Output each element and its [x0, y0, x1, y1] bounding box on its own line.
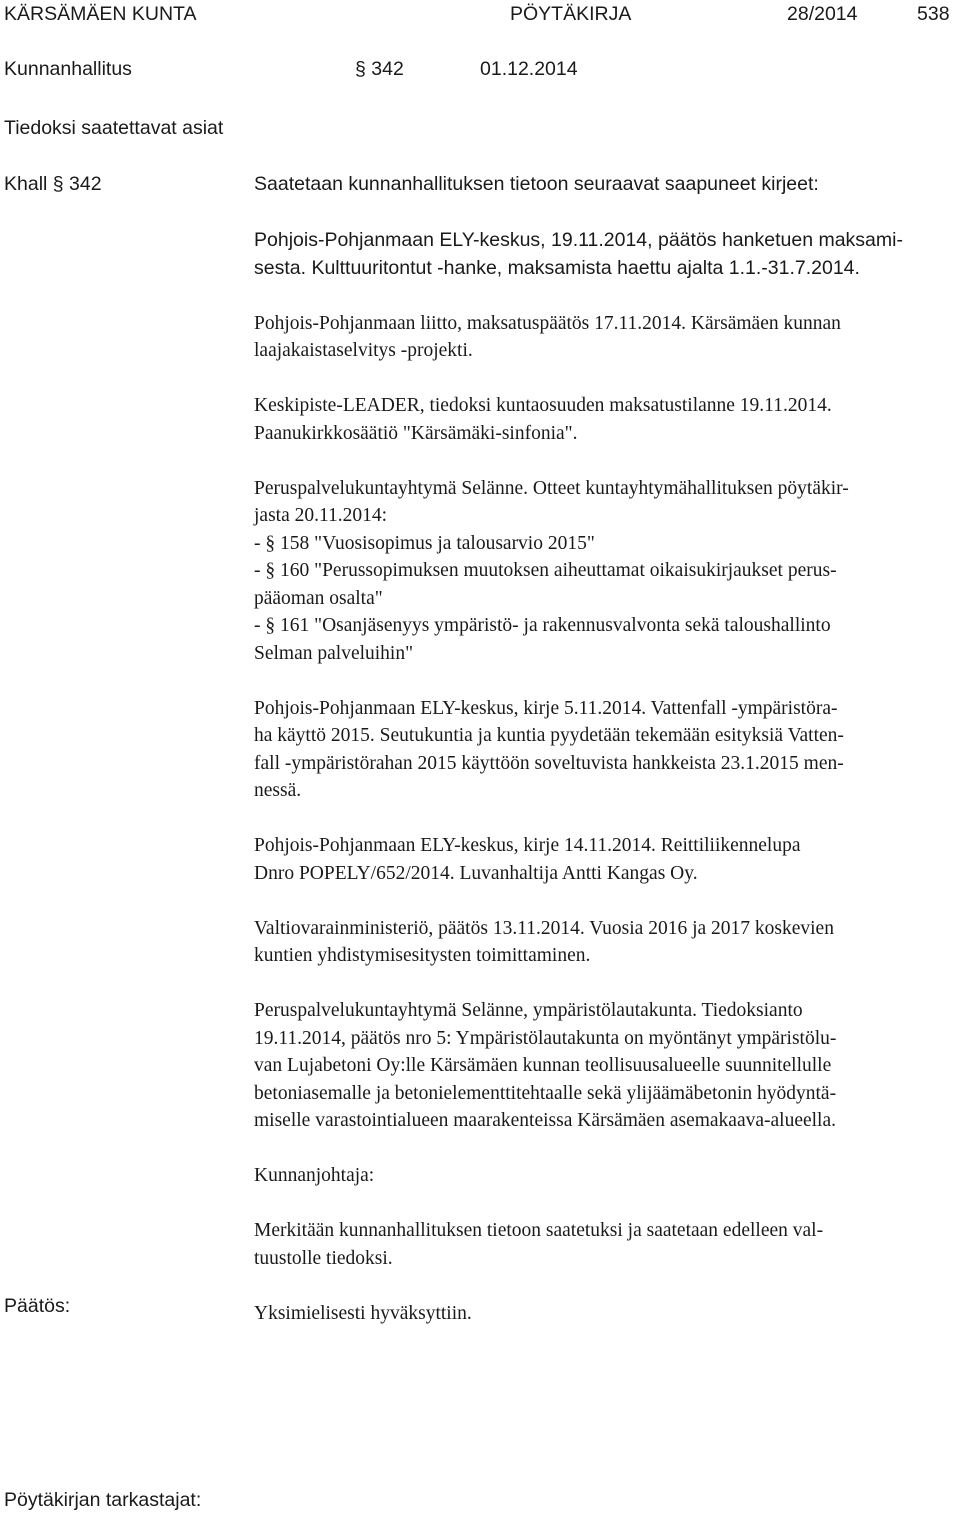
footer-label: Pöytäkirjan tarkastajat:	[4, 1489, 202, 1511]
meeting-number: 28/2014	[787, 3, 858, 25]
meeting-date: 01.12.2014	[480, 58, 578, 80]
letter-item: Pohjois-Pohjanmaan liitto, maksatuspäätös 17.11.2014. Kärsämäen kunnan laajakaistaselvitys -projekti.	[254, 312, 841, 361]
manager-label: Kunnanjohtaja:	[254, 1165, 375, 1186]
agenda-topic: Tiedoksi saatettavat asiat	[4, 117, 224, 139]
page-number: 538	[917, 3, 950, 25]
proposal-text: Merkitään kunnanhallituksen tietoon saatetuksi ja saatetaan edelleen val- tuustolle tiedoksi.	[254, 1220, 824, 1269]
decision-text: Yksimielisesti hyväksyttiin.	[254, 1302, 472, 1324]
letter-item: Pohjois-Pohjanmaan ELY-keskus, kirje 14.11.2014. Reittiliikennelupa Dnro POPELY/652/2014. Luvanhaltija Antti Kangas Oy.	[254, 835, 801, 884]
section-number: § 342	[355, 58, 404, 80]
intro-text: Saatetaan kunnanhallituksen tietoon seuraavat saapuneet kirjeet:	[254, 173, 819, 195]
letter-item: Pohjois-Pohjanmaan ELY-keskus, kirje 5.11.2014. Vattenfall -ympäristöra- ha käyttö 2015. Seutukuntia ja kuntia pyydetään tekemään esityksiä Vatten- fall -ympäristörahan 2015 käyttöön soveltuvista hankkeista 23.1.2015 men- nessä.	[254, 697, 844, 801]
letter-item: Valtiovarainministeriö, päätös 13.11.2014. Vuosia 2016 ja 2017 koskevien kuntien yhdistymisesitysten toimittaminen.	[254, 917, 834, 966]
municipality-name: KÄRSÄMÄEN KUNTA	[4, 3, 197, 25]
governing-body: Kunnanhallitus	[4, 58, 132, 80]
letter-item: Peruspalvelukuntayhtymä Selänne. Otteet kuntayhtymähallituksen pöytäkir- jasta 20.11.2014: - § 158 "Vuosisopimus ja talousarvio 2015" - § 160 "Perussopimuksen muutoksen aiheuttamat oikaisukirjaukset perus- pääoman osalta" - § 161 "Osanjäsenyys ympäristö- ja rakennusvalvonta sekä taloushallinto Selman palveluihin"	[254, 477, 849, 664]
section-reference: Khall § 342	[4, 173, 102, 195]
letter-item: Peruspalvelukuntayhtymä Selänne, ympäristölautakunta. Tiedoksianto 19.11.2014, päätös nro 5: Ympäristölautakunta on myöntänyt ympäristölu- van Lujabetoni Oy:lle Kärsämäen kunnan teollisuusalueelle suunnitellulle betoniasemalle ja betonielementtitehtaalle sekä ylijäämäbetonin hyödyntä- miselle varastointialueen maarakenteissa Kärsämäen asemakaava-alueella.	[254, 1000, 837, 1131]
letter-item: Pohjois-Pohjanmaan ELY-keskus, 19.11.2014, päätös hanketuen maksami- sesta. Kulttuuritontut -hanke, maksamista haettu ajalta 1.1.-31.7.2014.	[254, 229, 903, 279]
letter-item: Keskipiste-LEADER, tiedoksi kuntaosuuden maksatustilanne 19.11.2014. Paanukirkkosäätiö "Kärsämäki-sinfonia".	[254, 395, 832, 444]
letters-list	[254, 0, 954, 1324]
document-type: PÖYTÄKIRJA	[510, 3, 632, 25]
decision-label: Päätös:	[4, 1295, 71, 1317]
